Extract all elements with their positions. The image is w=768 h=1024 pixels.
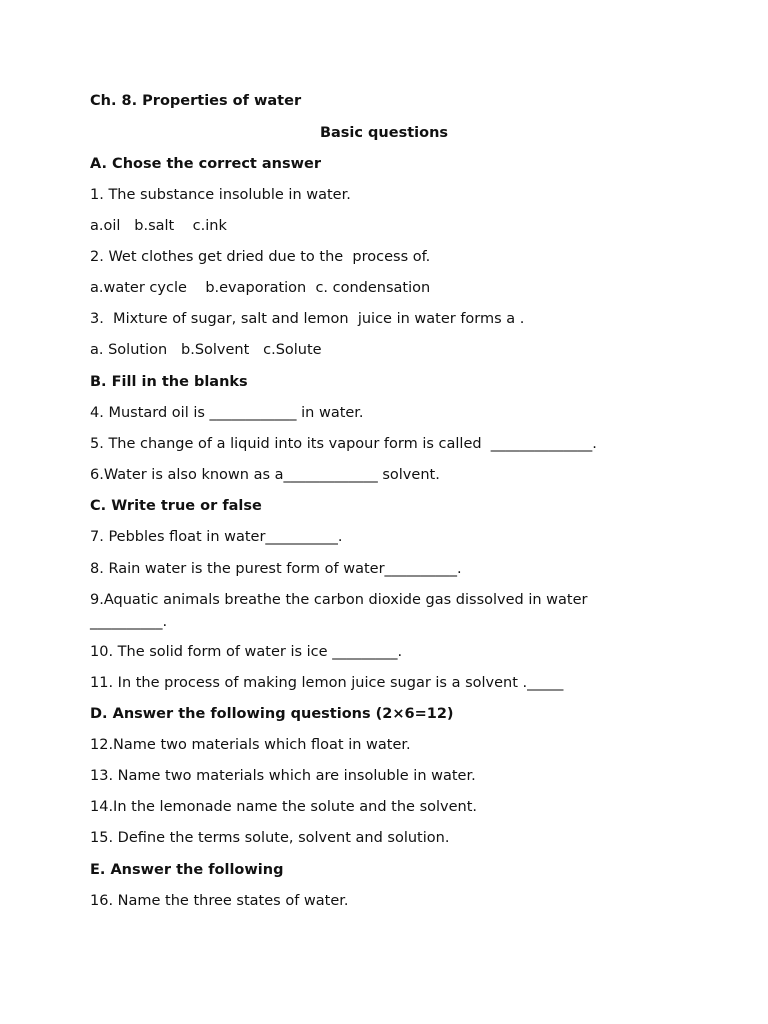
question-15: 15. Define the terms solute, solvent and solution. <box>90 830 450 846</box>
page-subtitle: Basic questions <box>319 125 449 141</box>
question-7: 7. Pebbles float in water__________. <box>90 529 343 545</box>
question-8: 8. Rain water is the purest form of water__________. <box>90 561 462 577</box>
section-e-heading: E. Answer the following <box>90 862 284 878</box>
question-9-line-2: __________. <box>90 614 168 630</box>
question-1: 1. The substance insoluble in water. <box>90 187 351 203</box>
chapter-title: Ch. 8. Properties of water <box>90 93 302 109</box>
question-2-options: a.water cycle b.evaporation c. condensation <box>90 280 431 296</box>
section-b-heading: B. Fill in the blanks <box>90 374 248 390</box>
question-16: 16. Name the three states of water. <box>90 893 349 909</box>
question-9-line-1: 9.Aquatic animals breathe the carbon dioxide gas dissolved in water <box>90 592 588 608</box>
question-11: 11. In the process of making lemon juice sugar is a solvent ._____ <box>90 675 564 691</box>
question-12: 12.Name two materials which float in water. <box>90 737 411 753</box>
question-6: 6.Water is also known as a_____________ solvent. <box>90 467 440 483</box>
section-c-heading: C. Write true or false <box>90 498 262 514</box>
question-14: 14.In the lemonade name the solute and the solvent. <box>90 799 478 815</box>
question-13: 13. Name two materials which are insoluble in water. <box>90 768 476 784</box>
question-4: 4. Mustard oil is ____________ in water. <box>90 405 364 421</box>
section-d-heading: D. Answer the following questions (2×6=12) <box>90 706 454 722</box>
question-1-options: a.oil b.salt c.ink <box>90 218 227 234</box>
question-10: 10. The solid form of water is ice _________. <box>90 644 403 660</box>
question-2: 2. Wet clothes get dried due to the process of. <box>90 249 431 265</box>
question-3: 3. Mixture of sugar, salt and lemon juice in water forms a . <box>90 311 525 327</box>
question-5: 5. The change of a liquid into its vapour form is called ______________. <box>90 436 597 452</box>
question-3-options: a. Solution b.Solvent c.Solute <box>90 342 322 358</box>
section-a-heading: A. Chose the correct answer <box>90 156 322 172</box>
